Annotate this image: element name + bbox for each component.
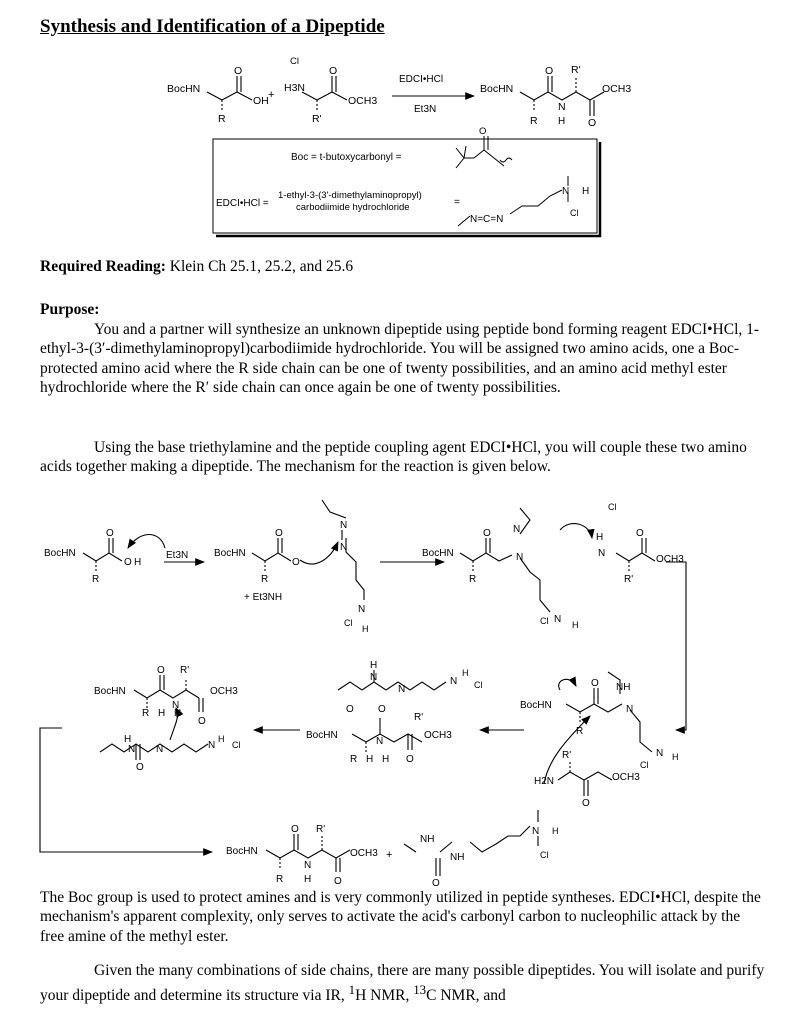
svg-text:R: R: [218, 113, 226, 125]
svg-text:H3N: H3N: [284, 82, 306, 94]
svg-text:R': R': [312, 113, 322, 125]
svg-text:N: N: [358, 604, 366, 615]
svg-text:=: =: [454, 197, 460, 208]
svg-text:Cl: Cl: [474, 680, 483, 690]
svg-text:H: H: [218, 734, 225, 744]
required-reading-text: Klein Ch 25.1, 25.2, and 25.6: [169, 258, 354, 275]
definition-box: [213, 126, 600, 236]
svg-text:N: N: [208, 740, 216, 751]
svg-text:O: O: [198, 716, 206, 727]
svg-text:BocHN: BocHN: [520, 700, 552, 711]
svg-text:N: N: [554, 614, 562, 625]
dipeptide-identification-paragraph: Given the many combinations of side chains, there are many possible dipeptides. You will isolate and purify your dipeptide and determine its structure via IR, $^1$H NMR, $^{13}$C NMR, and: [40, 962, 765, 1005]
final-products-labels: [226, 824, 559, 889]
svg-text:O: O: [292, 557, 300, 568]
svg-text:O: O: [346, 704, 354, 715]
svg-text:O: O: [636, 528, 644, 539]
required-reading: [40, 258, 353, 276]
svg-text:Cl: Cl: [540, 850, 549, 860]
mechanism-row-2-labels: [94, 660, 679, 809]
svg-text:N: N: [340, 520, 348, 531]
svg-text:H: H: [596, 532, 604, 543]
svg-text:N: N: [656, 748, 664, 759]
svg-text:H: H: [582, 186, 590, 197]
svg-text:Cl: Cl: [608, 502, 617, 512]
mechanism-row-2: [100, 670, 652, 796]
edci-name-2: carbodiimide hydrochloride: [296, 202, 410, 213]
svg-text:OCH3: OCH3: [210, 686, 238, 697]
svg-text:N: N: [450, 676, 458, 687]
svg-text:Cl: Cl: [232, 740, 241, 750]
reagent-edci: EDCI•HCl: [399, 74, 444, 85]
svg-text:O: O: [591, 678, 599, 689]
reagent-et3n: Et3N: [414, 104, 437, 115]
svg-text:H: H: [134, 557, 142, 568]
svg-text:NH: NH: [420, 834, 435, 845]
boc-explanation-paragraph: The Boc group is used to protect amines and is very commonly utilized in peptide syntheses. EDCI•HCl, despite the mechanism's apparent complexity, only serves to activate the acid's carbonyl carbon to nucleophilic attack by the free amine of the methyl ester.: [40, 889, 761, 945]
svg-text:N: N: [516, 552, 524, 563]
required-reading-label: Required Reading:: [40, 258, 166, 275]
svg-text:H: H: [366, 754, 374, 765]
svg-text:OCH3: OCH3: [602, 83, 632, 95]
svg-text:R': R': [316, 824, 326, 835]
svg-text:N: N: [532, 826, 540, 837]
svg-text:R': R': [180, 665, 190, 676]
svg-text:BocHN: BocHN: [94, 686, 126, 697]
svg-text:N: N: [626, 704, 634, 715]
bochn-label: BocHN: [167, 83, 201, 95]
svg-text:H: H: [124, 734, 132, 745]
svg-text:N: N: [156, 744, 164, 755]
svg-text:Cl: Cl: [344, 618, 353, 628]
svg-text:O: O: [106, 528, 114, 539]
svg-text:+: +: [386, 849, 393, 861]
svg-text:H: H: [158, 708, 166, 719]
svg-text:N: N: [562, 186, 570, 197]
svg-text:Cl: Cl: [290, 56, 299, 67]
et3n-base: Et3N: [166, 550, 189, 561]
svg-text:H: H: [382, 754, 390, 765]
svg-text:R: R: [469, 574, 477, 585]
svg-text:O: O: [582, 798, 590, 809]
document-title: Synthesis and Identification of a Dipeptide: [40, 16, 385, 37]
svg-text:O: O: [588, 117, 597, 129]
svg-text:OCH3: OCH3: [350, 848, 378, 859]
edci-carbodiimide: N=C=N: [470, 214, 504, 225]
svg-text:H: H: [558, 116, 566, 127]
svg-text:H: H: [370, 660, 378, 671]
svg-text:H: H: [174, 708, 182, 719]
svg-text:H: H: [672, 752, 679, 762]
svg-text:N: N: [370, 672, 378, 683]
svg-text:OCH3: OCH3: [424, 730, 452, 741]
svg-text:H: H: [572, 620, 579, 630]
purpose-heading: Purpose:: [40, 301, 100, 318]
svg-text:BocHN: BocHN: [306, 730, 338, 741]
svg-text:O: O: [479, 126, 487, 137]
svg-text:R: R: [576, 726, 584, 737]
svg-text:O: O: [483, 528, 491, 539]
mechanism-row-1-labels: [44, 502, 684, 634]
svg-text:R: R: [350, 754, 358, 765]
svg-text:N: N: [128, 744, 136, 755]
svg-text:N: N: [304, 860, 312, 871]
svg-text:R: R: [530, 115, 538, 127]
boc-definition: Boc = t-butoxycarbonyl =: [291, 152, 402, 163]
svg-text:O: O: [432, 878, 440, 889]
svg-text:O: O: [157, 665, 165, 676]
svg-text:H: H: [462, 668, 469, 678]
svg-text:BocHN: BocHN: [422, 548, 454, 559]
svg-text:NH: NH: [450, 852, 465, 863]
svg-text:H: H: [362, 624, 369, 634]
svg-text:O: O: [329, 65, 338, 77]
svg-text:R': R': [571, 64, 581, 76]
svg-text:R': R': [624, 574, 634, 585]
svg-text:N: N: [598, 548, 606, 559]
svg-text:Cl: Cl: [540, 616, 549, 626]
svg-text:Cl: Cl: [570, 208, 579, 218]
svg-text:R': R': [562, 750, 572, 761]
svg-text:OCH3: OCH3: [656, 554, 684, 565]
svg-text:NH: NH: [616, 682, 631, 693]
svg-text:R: R: [92, 574, 100, 585]
svg-text:+: +: [268, 89, 275, 101]
svg-text:H: H: [304, 874, 312, 885]
svg-text:OCH3: OCH3: [348, 95, 378, 107]
svg-text:N: N: [376, 736, 384, 747]
svg-text:N: N: [513, 524, 521, 535]
svg-text:H: H: [552, 826, 559, 836]
svg-text:OH: OH: [253, 95, 269, 107]
svg-text:N: N: [398, 684, 406, 695]
svg-text:O: O: [378, 704, 386, 715]
svg-text:BocHN: BocHN: [214, 548, 246, 559]
svg-text:H2N: H2N: [534, 776, 555, 787]
svg-text:BocHN: BocHN: [226, 846, 258, 857]
svg-text:O: O: [334, 876, 342, 887]
svg-text:N: N: [558, 101, 566, 113]
svg-text:O: O: [406, 754, 414, 765]
svg-text:O: O: [124, 557, 132, 568]
svg-text:R: R: [276, 874, 284, 885]
svg-text:R: R: [261, 574, 269, 585]
svg-text:O: O: [234, 65, 243, 77]
svg-text:BocHN: BocHN: [480, 83, 514, 95]
svg-text:R: R: [142, 708, 150, 719]
edci-label: EDCI•HCl =: [216, 198, 269, 209]
svg-text:O: O: [545, 65, 554, 77]
svg-text:N: N: [172, 700, 180, 711]
svg-text:O: O: [275, 528, 283, 539]
et3nh-byproduct: + Et3NH: [244, 592, 283, 603]
svg-text:Cl: Cl: [640, 760, 649, 770]
svg-text:N: N: [340, 542, 348, 553]
svg-text:R': R': [414, 712, 424, 723]
svg-text:O: O: [291, 824, 299, 835]
purpose-paragraph-2: Using the base triethylamine and the peptide coupling agent EDCI•HCl, you will couple these two amino acids together making a dipeptide. The mechanism for the reaction is given below.: [40, 439, 747, 476]
edci-name-1: 1-ethyl-3-(3'-dimethylaminopropyl): [278, 190, 422, 201]
svg-text:BocHN: BocHN: [44, 548, 76, 559]
svg-text:OCH3: OCH3: [612, 772, 640, 783]
svg-text:O: O: [136, 762, 144, 773]
purpose-paragraph-1: You and a partner will synthesize an unknown dipeptide using peptide bond forming reagent EDCI•HCl, 1-ethyl-3-(3′-dimethylaminopropyl)carbodiimide hydrochloride. You will be assigned two amino acids, one a Boc-protected amino acid where the R side chain can be one of twenty possibilities, and an amino acid methyl ester hydrochloride where the R′ side chain can once again be one of twenty possibilities.: [40, 321, 760, 396]
